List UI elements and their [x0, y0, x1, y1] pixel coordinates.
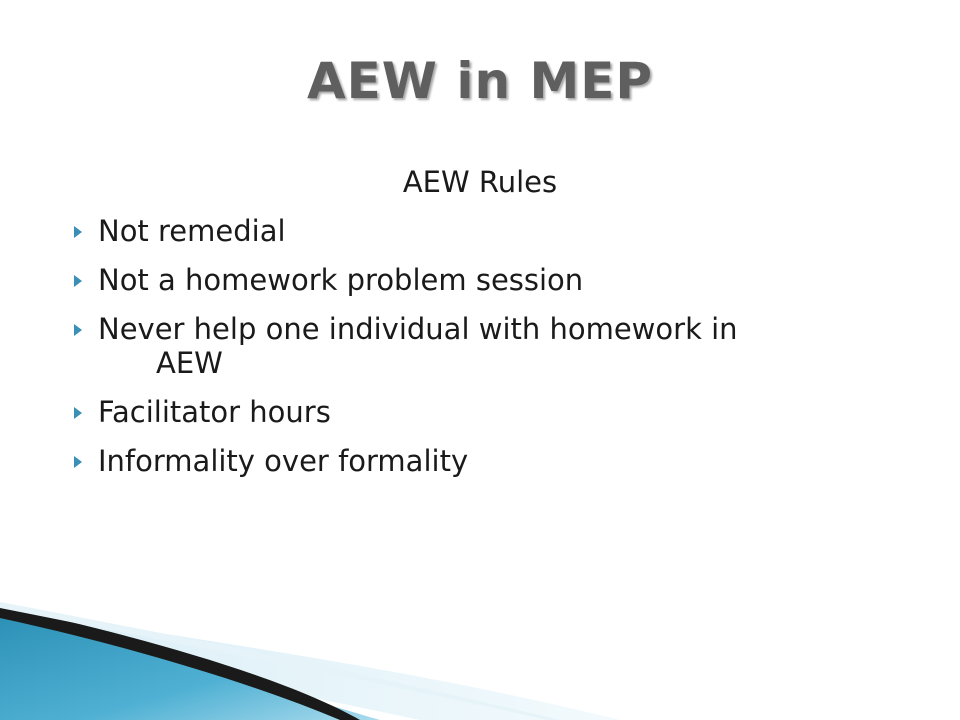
slide-subheading: AEW Rules [402, 165, 558, 199]
bullet-text: Not a homework problem session [98, 263, 584, 297]
slide-title: AEW in MEP [306, 52, 654, 110]
bullet-item [70, 395, 890, 429]
slide-content [70, 160, 890, 493]
bullet-item [70, 444, 890, 478]
triangle-right-icon [74, 275, 82, 287]
bullet-item [70, 263, 890, 297]
decorative-swoosh [0, 600, 960, 720]
triangle-right-icon [74, 226, 82, 238]
triangle-right-icon [74, 407, 82, 419]
bullet-text-continuation: AEW [156, 346, 223, 380]
bullet-item [70, 214, 890, 248]
bullet-text: Not remedial [98, 214, 286, 248]
bullet-list [70, 214, 890, 478]
triangle-right-icon [74, 324, 82, 336]
bullet-text: Never help one individual with homework in [98, 312, 738, 346]
bullet-text: Informality over formality [98, 444, 469, 478]
bullet-item [70, 312, 890, 380]
triangle-right-icon [74, 456, 82, 468]
bullet-text: Facilitator hours [98, 395, 331, 429]
